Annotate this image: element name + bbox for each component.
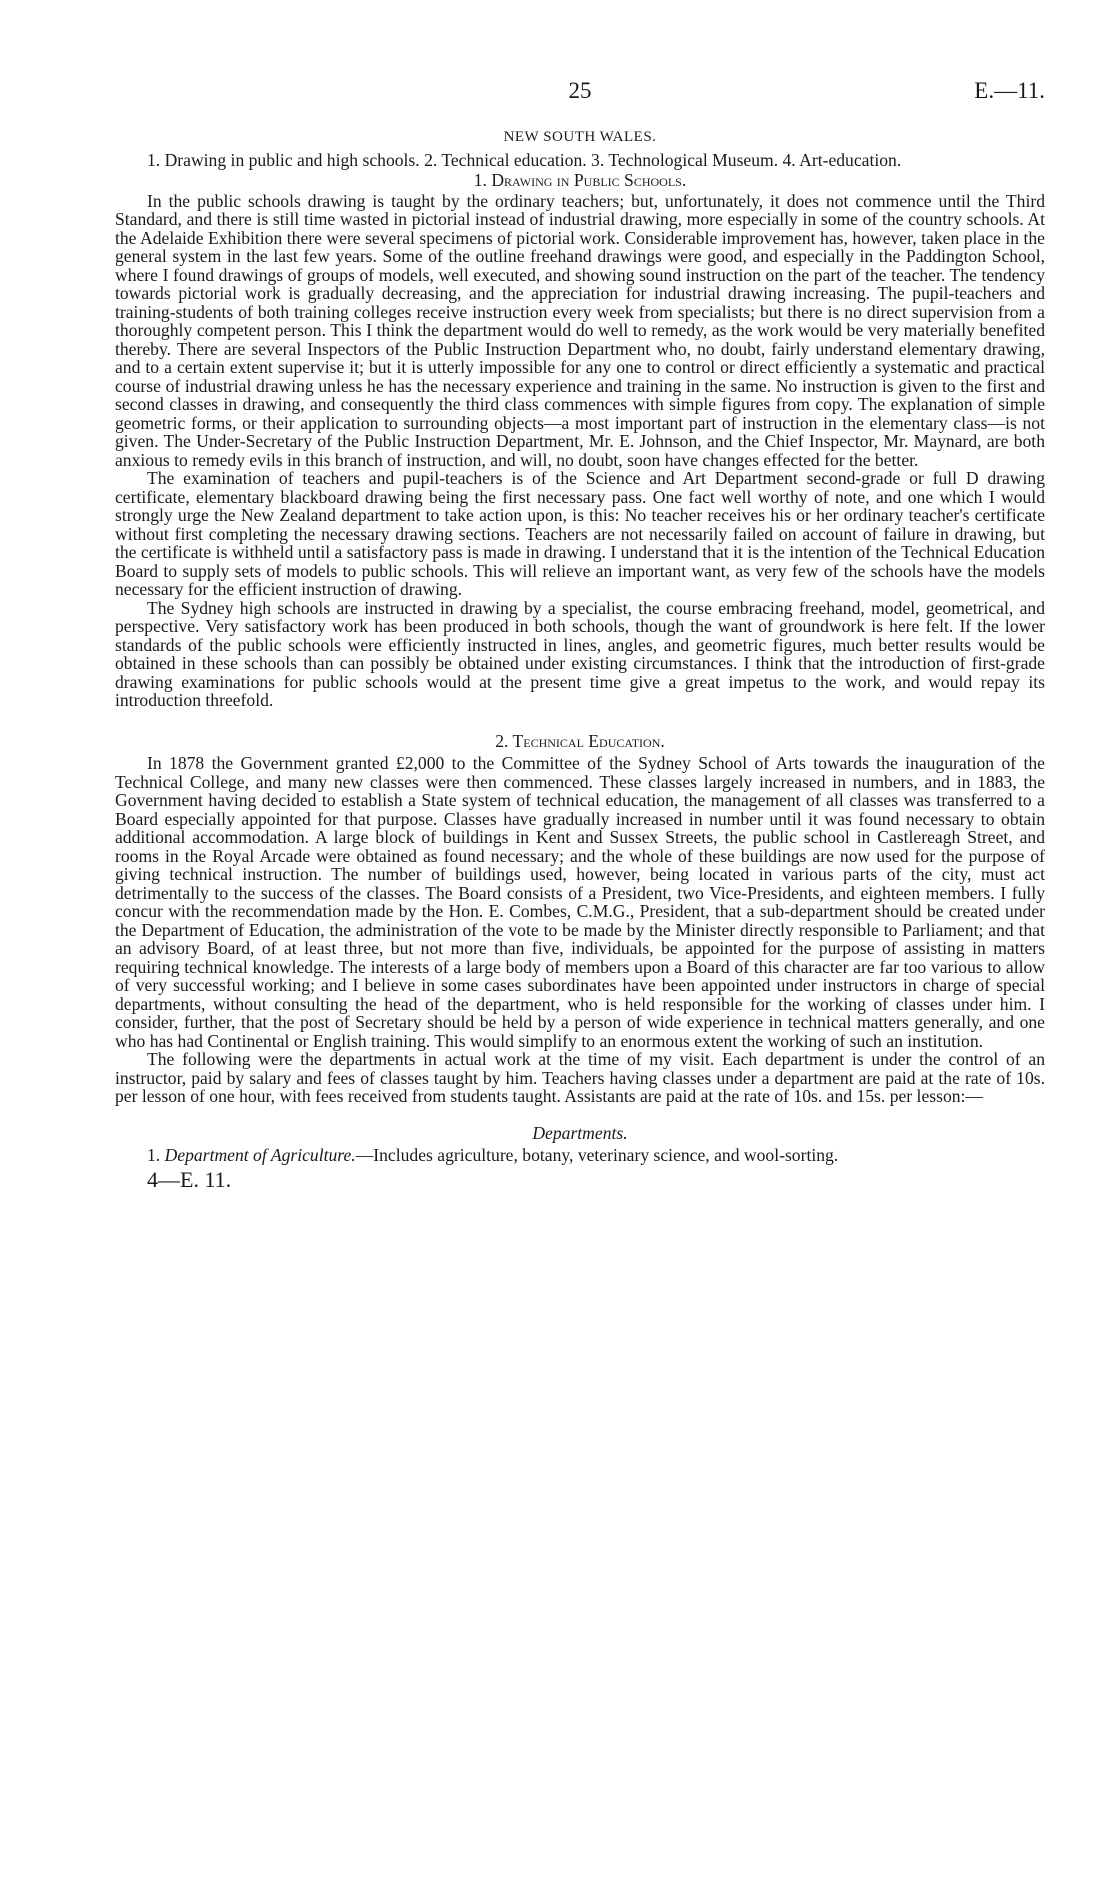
section1-paragraph-2: The examination of teachers and pupil-teachers is of the Science and Art Department second-grade or full D drawing certificate, elementary blackboard drawing being the first necessary pass. One fact well worthy of note, and one which I would strongly urge the New Zealand department to take action upon, is this: No teacher receives his or her ordinary teacher's certificate without first completing the necessary drawing sections. Teachers are not necessarily failed on account of failure in drawing, but the certificate is withheld until a satisfactory pass is made in drawing. I understand that it is the intention of the Technical Education Board to supply sets of models to public schools. This will relieve an important want, as very few of the schools have the models necessary for the efficient instruction of drawing. [115,468,1045,599]
department-number: 1. [147,1145,161,1165]
section2-paragraph-1: In 1878 the Government granted £2,000 to the Committee of the Sydney School of Arts towards the inauguration of the Technical College, and many new classes were then commenced. These classes largely increased in numbers, and in 1883, the Government having decided to establish a State system of technical education, the management of all classes was transferred to a Board especially appointed for that purpose. Classes have gradually increased in number until it was found necessary to obtain additional accommodation. A large block of buildings in Kent and Sussex Streets, the public school in Castlereagh Street, and rooms in the Royal Arcade were obtained as found necessary; and the whole of these buildings are now used for the purpose of giving technical instruction. The number of buildings used, however, being located in various parts of the city, must act detrimentally to the success of the classes. The Board consists of a President, two Vice-Presidents, and eighteen members. I fully concur with the recommendation made by the Hon. E. Combes, C.M.G., President, that a sub-department should be created under the Department of Education, the administration of the vote to be made by the Minister directly responsible to Parliament; and that an advisory Board, of at least three, but not more than five, individuals, be appointed for the purpose of assisting in matters requiring technical knowledge. The interests of a large body of members upon a Board of this character are far too various to allow of very successful working; and I believe in some cases subordinates have been appointed under instructors in charge of special departments, without consulting the head of the department, who is held responsible for the working of classes under him. I consider, further, that the post of Secretary should be held by a person of wide experience in technical matters generally, and one who has had Continental or English training. This would simplify to an enormous extent the working of such an institution. [115,753,1045,1051]
section2-paragraph-2: The following were the departments in actual work at the time of my visit. Each department is under the control of an instructor, paid by salary and fees of classes taught by him. Teachers having classes under a department are paid at the rate of 10s. per lesson of one hour, with fees received from students taught. Assistants are paid at the rate of 10s. and 15s. per lesson:— [115,1049,1045,1106]
departments-heading: Departments. [532,1122,628,1143]
page-header [115,78,1045,114]
department-title: Department of Agriculture. [164,1145,356,1165]
department-item [115,1146,1045,1165]
section1-heading: 1. Drawing in Public Schools. [473,170,687,190]
contents-line: 1. Drawing in public and high schools. 2. Technical education. 3. Technological Museum. 4. Art-education. [147,149,902,170]
section1-paragraph-3: The Sydney high schools are instructed in drawing by a specialist, the course embracing freehand, model, geometrical, and perspective. Very satisfactory work has been produced in both schools, though the want of groundwork is here felt. If the lower standards of the public schools were efficiently instructed in lines, angles, and geometric figures, much better results would be obtained in these schools than can possibly be obtained under existing circumstances. I think that the introduction of first-grade drawing examinations for public schools would at the present time give a great impetus to the work, and would repay its introduction threefold. [115,597,1045,710]
document-reference: E.—11. [974,78,1045,103]
department-text: —Includes agriculture, botany, veterinary science, and wool-sorting. [355,1145,839,1165]
signature-mark: 4—E. 11. [147,1166,232,1192]
running-title: NEW SOUTH WALES. [503,129,657,145]
section2-heading: 2. Technical Education. [495,730,665,751]
page-number: 25 [568,78,592,103]
document-body [115,118,1045,1192]
section1-paragraph-1: In the public schools drawing is taught by the ordinary teachers; but, unfortunately, it does not commence until the Third Standard, and there is still time wasted in pictorial instead of industrial drawing, more especially in some of the country schools. At the Adelaide Exhibition there were several specimens of pictorial work. Considerable improvement has, however, taken place in the general system in the last few years. Some of the outline freehand drawings were good, and especially in the Paddington School, where I found drawings of groups of models, well executed, and showing sound instruction on the part of the teacher. The tendency towards pictorial work is gradually decreasing, and the appreciation for industrial drawing increasing. The pupil-teachers and training-students of both training colleges receive instruction every week from specialists; but there is no direct supervision from a thoroughly competent person. This I think the department would do well to remedy, as the work would be very materially benefited thereby. There are several Inspectors of the Public Instruction Department who, no doubt, fairly understand elementary drawing, and to a certain extent supervise it; but it is utterly impossible for any one to control or direct efficiently a systematic and practical course of industrial drawing unless he has the necessary experience and training in the same. No instruction is given to the first and second classes in drawing, and consequently the third class commences with simple figures from copy. The explanation of simple geometric forms, or their application to surrounding objects—a most important part of instruction in the elementary class—is not given. The Under-Secretary of the Public Instruction Department, Mr. E. Johnson, and the Chief Inspector, Mr. Maynard, are both anxious to remedy evils in this branch of instruction, and will, no doubt, soon have changes effected for the better. [115,190,1045,470]
